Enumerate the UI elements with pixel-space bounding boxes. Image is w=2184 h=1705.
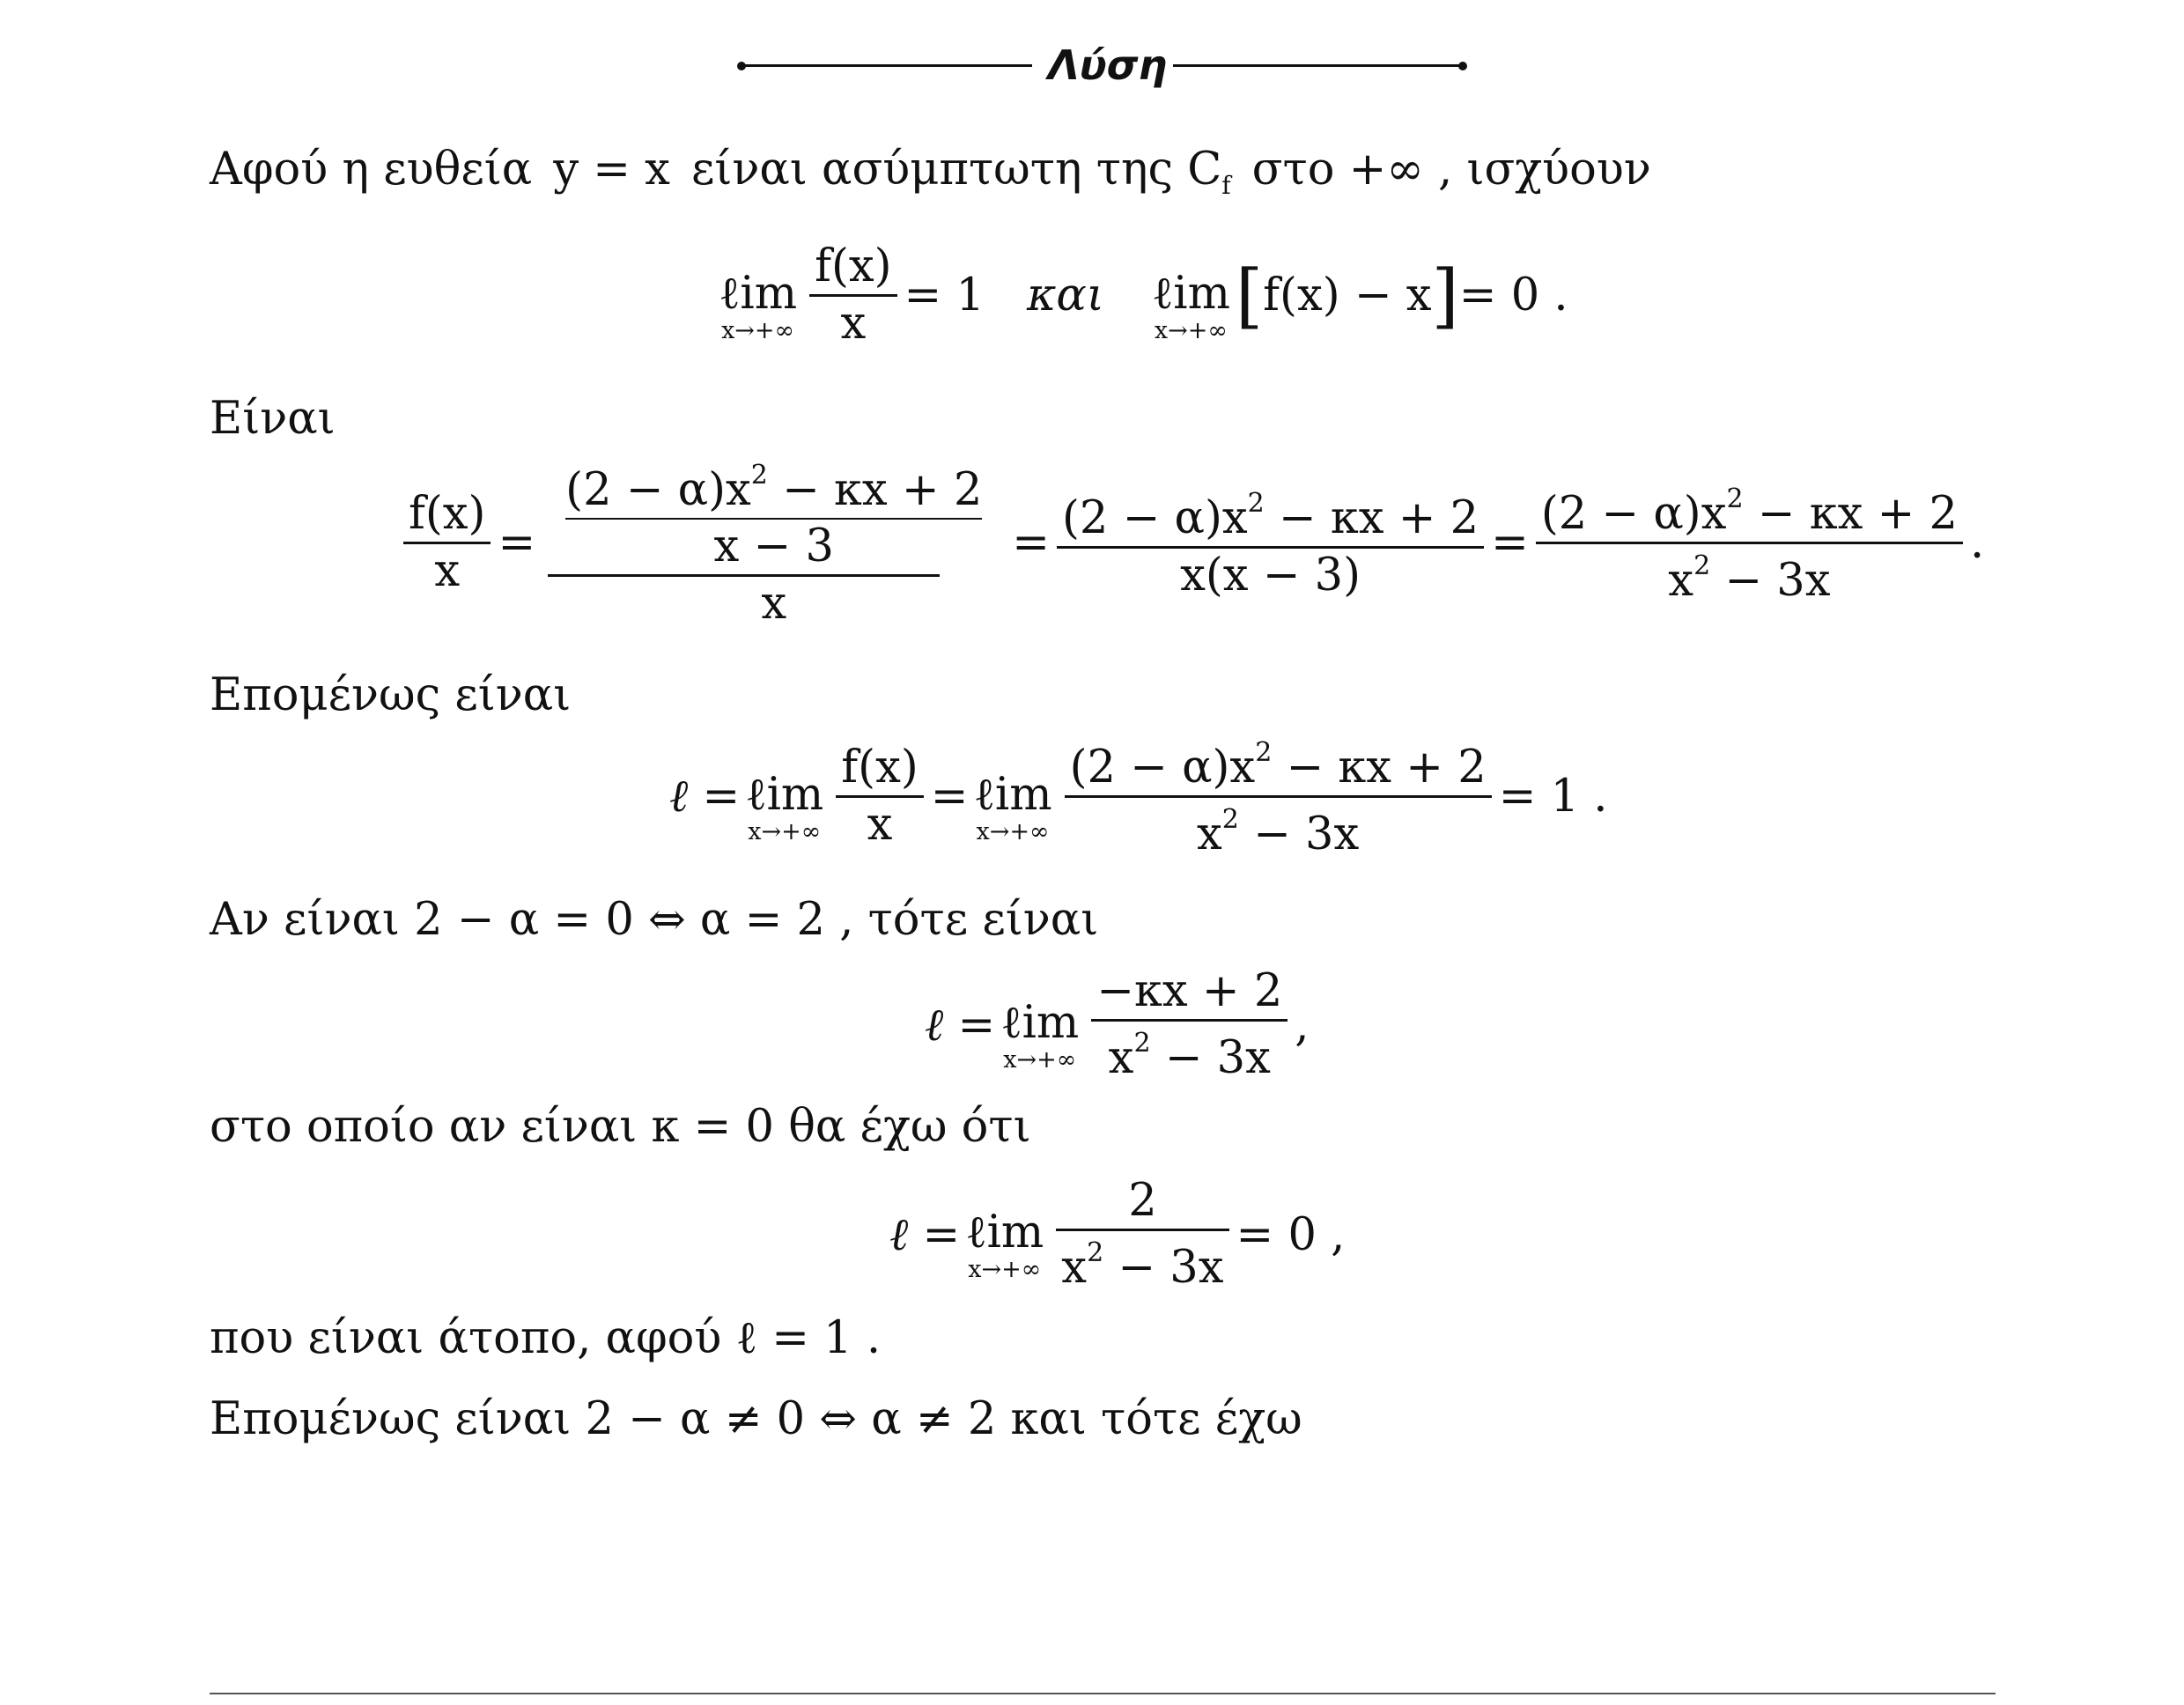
equation-5: ℓ = ℓim x→+∞ $\frac{2}{x^2 - 3x}$ = 0 , bbox=[889, 1175, 1346, 1294]
fraction: $\frac{f(x)}{x}$ bbox=[836, 741, 923, 852]
equation-1: ℓim x→+∞ $\frac{f(x)}{x}$ = 1 και ℓim x→+∞ [ f(x) − x ] = 0 . bbox=[719, 240, 1568, 350]
paragraph-5: στο οποίο αν είναι κ = 0 θα έχω ότι bbox=[210, 1101, 1031, 1153]
equation-4: ℓ = ℓim x→+∞ $\frac{-\kappa x + 2}{x^2 - 3x}$ , bbox=[925, 965, 1310, 1084]
fraction: $\frac{(2 - \alpha)x^2 - \kappa x + 2}{x^2 - 3x}$ bbox=[1065, 731, 1492, 862]
complex-fraction: $(2 - \alpha)x^2 - \kappa x + 2$ x − 3 x bbox=[548, 454, 1000, 631]
fraction: $\frac{(2 - \alpha)x^2 - \kappa x + 2}{x(x - 3)}$ bbox=[1057, 482, 1484, 603]
paragraph-6: που είναι άτοπο, αφού ℓ = 1 . bbox=[210, 1312, 882, 1364]
header-right-rule bbox=[1173, 64, 1464, 67]
fraction: $\frac{f(x)}{x}$ bbox=[403, 487, 491, 599]
fraction: $\frac{f(x)}{x}$ bbox=[809, 240, 896, 351]
limit-operator: ℓim x→+∞ bbox=[1151, 267, 1230, 344]
header-right-dot bbox=[1458, 62, 1467, 70]
limit-operator: ℓim x→+∞ bbox=[965, 1207, 1044, 1283]
paragraph-4: Αν είναι 2 − α = 0 ⇔ α = 2 , τότε είναι bbox=[210, 894, 1099, 946]
fraction: $\frac{-\kappa x + 2}{x^2 - 3x}$ bbox=[1091, 964, 1288, 1086]
paragraph-3: Επομένως είναι bbox=[210, 669, 572, 721]
limit-operator: ℓim x→+∞ bbox=[719, 267, 798, 344]
limit-operator: ℓim x→+∞ bbox=[1000, 997, 1080, 1074]
section-title: Λύση bbox=[1048, 41, 1168, 89]
limit-operator: ℓim x→+∞ bbox=[745, 768, 824, 845]
equation-3: ℓ = ℓim x→+∞ $\frac{f(x)}{x}$ = ℓim x→+∞ $\frac{(2 - \alpha)x^2 - \kappa x + 2}{x^2 - 3x}$ = 1 . bbox=[669, 731, 1608, 862]
equation-2: $\frac{f(x)}{x}$ = $(2 - \alpha)x^2 - \kappa x + 2$ x − 3 x = $\frac{(2 - \alpha)x^2 - \kappa x + 2}{x(x - 3)}$ = $\frac{(2 - \alpha)x^2 - \kappa x + 2}{x^2 - 3x}$ . bbox=[396, 454, 1984, 631]
limit-operator: ℓim x→+∞ bbox=[973, 768, 1052, 845]
fraction: $\frac{(2 - \alpha)x^2 - \kappa x + 2}{x^2 - 3x}$ bbox=[1536, 477, 1963, 609]
paragraph-2: Είναι bbox=[210, 393, 336, 445]
paragraph-1: Αφού η ευθεία y = x είναι ασύμπτωτη της $C_f$ στο +∞ , ισχύουν bbox=[210, 144, 1651, 201]
paragraph-7: Επομένως είναι 2 − α ≠ 0 ⇔ α ≠ 2 και τότε έχω bbox=[210, 1393, 1302, 1445]
header-left-rule bbox=[742, 64, 1032, 67]
fraction: $\frac{2}{x^2 - 3x}$ bbox=[1056, 1174, 1228, 1295]
footer-rule bbox=[210, 1693, 1996, 1694]
